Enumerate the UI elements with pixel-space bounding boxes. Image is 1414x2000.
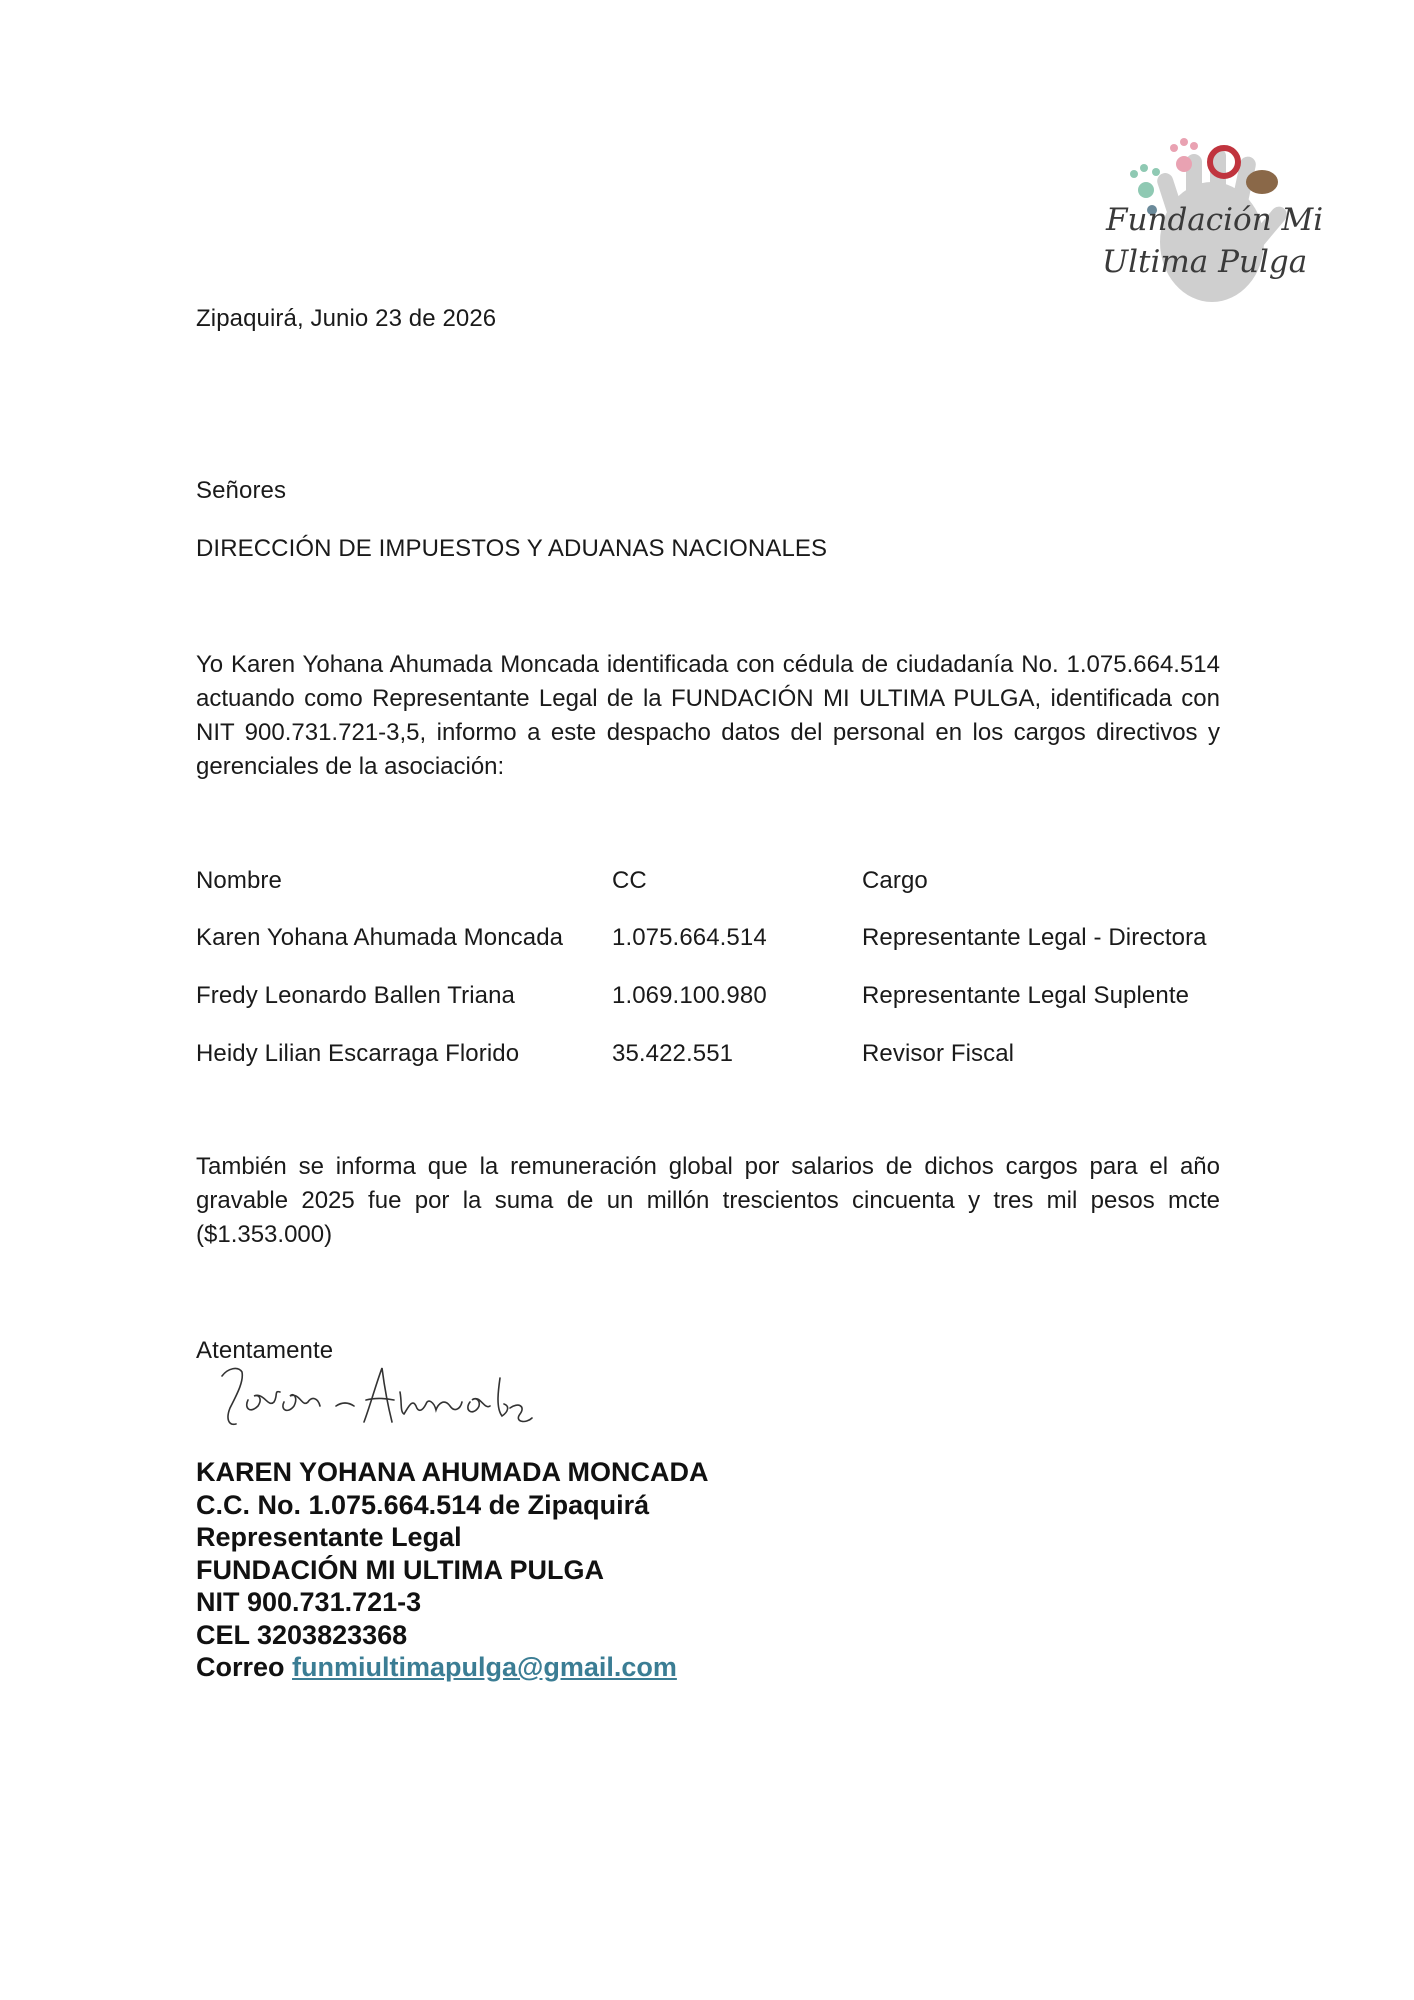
email-link[interactable]: funmiultimapulga@gmail.com [292, 1652, 677, 1682]
table-row-cargo: Revisor Fiscal [862, 1040, 1015, 1067]
signer-role: Representante Legal [196, 1522, 462, 1552]
salutation: Señores [196, 477, 287, 504]
table-header-cc: CC [612, 867, 647, 894]
remuneration-paragraph: También se informa que la remuneración global por salarios de dichos cargos para el año gravable 2025 fue por la suma de un millón trescientos cincuenta y tres mil pesos mcte ($1.353.000) [196, 1153, 1220, 1248]
email-label: Correo [196, 1652, 285, 1682]
intro-paragraph: Yo Karen Yohana Ahumada Moncada identificada con cédula de ciudadanía No. 1.075.664.514 actuando como Representante Legal de la FUNDACIÓN MI ULTIMA PULGA, identificada con NIT 900.731.721-3,5, informo a este despacho datos del personal en los cargos directivos y gerenciales de la asociación: [196, 651, 1220, 780]
logo-text-line2: Ultima Pulga [1102, 244, 1308, 280]
table-header-name: Nombre [196, 867, 282, 894]
recipient: DIRECCIÓN DE IMPUESTOS Y ADUANAS NACIONALES [196, 535, 828, 562]
table-row-cargo: Representante Legal - Directora [862, 924, 1207, 951]
signer-email-line [196, 1651, 709, 1684]
signature-block [196, 1456, 709, 1684]
handwritten-signature [214, 1362, 544, 1442]
table-row-name: Karen Yohana Ahumada Moncada [196, 924, 564, 951]
table-row-cc: 1.075.664.514 [612, 924, 767, 951]
signer-cc: C.C. No. 1.075.664.514 de Zipaquirá [196, 1489, 650, 1520]
table-row-cc: 35.422.551 [612, 1040, 734, 1067]
closing: Atentamente [196, 1337, 334, 1364]
table-row-name: Heidy Lilian Escarraga Florido [196, 1040, 520, 1067]
table-header-cargo: Cargo [862, 867, 928, 894]
date-line: Zipaquirá, Junio 23 de 2026 [196, 305, 497, 332]
logo-text-line1: Fundación Mi [1106, 202, 1324, 238]
table-row-cargo: Representante Legal Suplente [862, 982, 1190, 1009]
signer-cel: CEL 3203823368 [196, 1619, 408, 1650]
table-row-cc: 1.069.100.980 [612, 982, 767, 1009]
signer-name: KAREN YOHANA AHUMADA MONCADA [196, 1457, 709, 1487]
signer-org: FUNDACIÓN MI ULTIMA PULGA [196, 1554, 604, 1585]
table-row-name: Fredy Leonardo Ballen Triana [196, 982, 515, 1009]
foundation-logo [1102, 132, 1324, 324]
signer-nit: NIT 900.731.721-3 [196, 1587, 422, 1617]
